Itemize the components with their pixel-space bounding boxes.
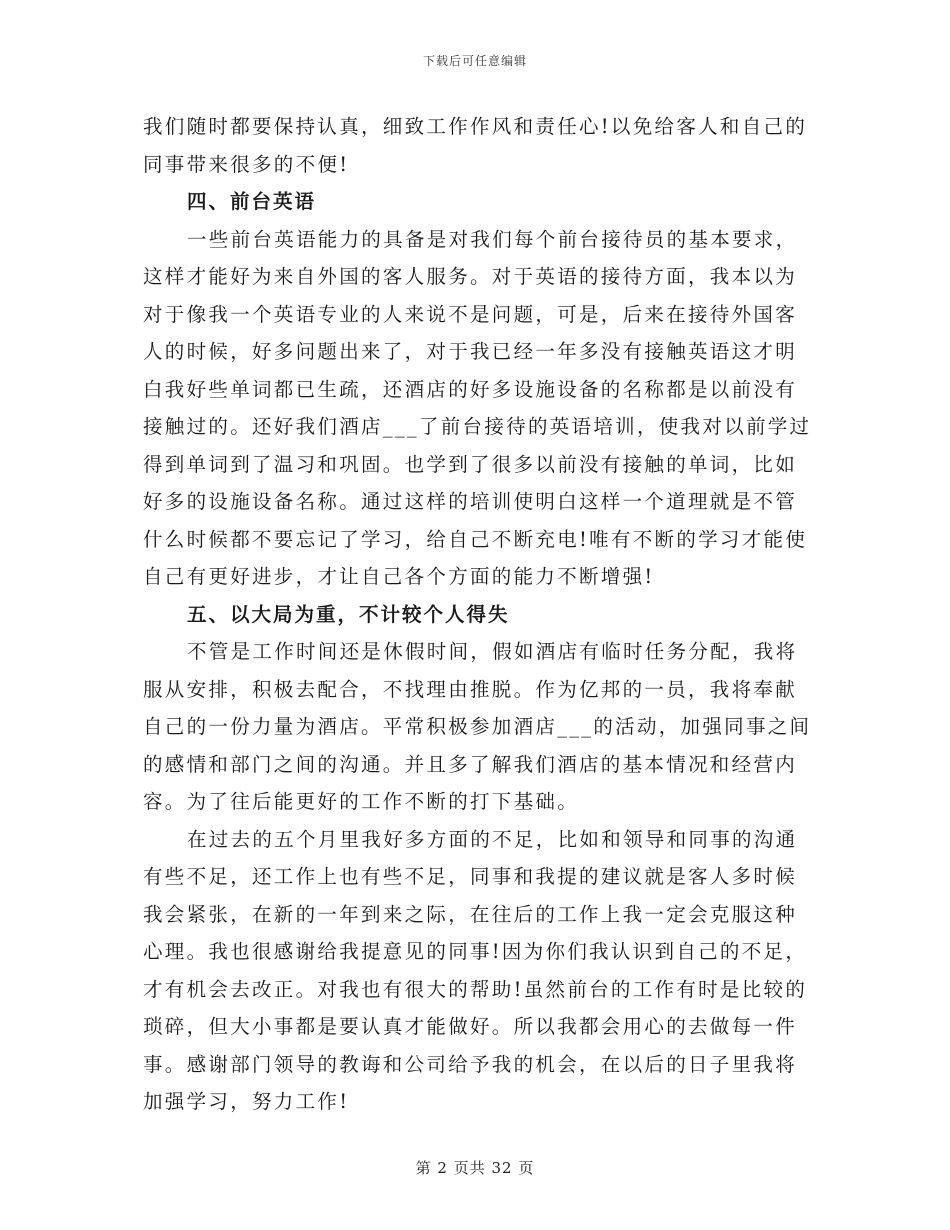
paragraph-line: 加强学习，努力工作! [143,1090,350,1113]
paragraph-line: 自己的一份力量为酒店。平常积极参加酒店___的活动，加强同事之间 [143,715,812,738]
paragraph-line: 同事带来很多的不便! [143,152,350,176]
paragraph-line: 对于像我一个英语专业的人来说不是问题，可是，后来在接待外国客 [143,302,798,326]
paragraph-line: 得到单词到了温习和巩固。也学到了很多以前没有接触的单词，比如 [143,452,798,476]
paragraph-line: 白我好些单词都已生疏，还酒店的好多设施设备的名称都是以前没有 [143,377,798,401]
document-body [143,108,812,1121]
page-header: 下载后可任意编辑 [422,54,527,68]
paragraph-line: 一些前台英语能力的具备是对我们每个前台接待员的基本要求， [187,227,798,251]
paragraph-line: 人的时候，好多问题出来了，对于我已经一年多没有接触英语这才明 [143,340,798,363]
paragraph-line: 才有机会去改正。对我也有很大的帮助!虽然前台的工作有时是比较的 [143,977,808,1001]
paragraph-line: 服从安排，积极去配合，不找理由推脱。作为亿邦的一员，我将奉献 [143,677,798,701]
paragraph-line: 琐碎，但大小事都是要认真才能做好。所以我都会用心的去做每一件 [143,1015,798,1038]
paragraph-line: 不管是工作时间还是休假时间，假如酒店有临时任务分配，我将 [187,640,798,663]
paragraph-line: 什么时候都不要忘记了学习，给自己不断充电!唯有不断的学习才能使 [143,527,808,551]
paragraph-line: 的感情和部门之间的沟通。并且多了解我们酒店的基本情况和经营内 [143,752,798,776]
section-heading-overall: 五、以大局为重，不计较个人得失 [187,602,510,626]
paragraph-line: 我们随时都要保持认真，细致工作作风和责任心!以免给客人和自己的 [143,115,808,138]
paragraph-line: 自己有更好进步，才让自己各个方面的能力不断增强! [143,565,655,588]
paragraph-line: 好多的设施设备名称。通过这样的培训使明白这样一个道理就是不管 [143,490,798,513]
paragraph-line: 在过去的五个月里我好多方面的不足，比如和领导和同事的沟通 [187,827,798,851]
section-heading-english: 四、前台英语 [187,190,317,213]
paragraph-line: 事。感谢部门领导的教诲和公司给予我的机会，在以后的日子里我将 [143,1052,798,1076]
paragraph-line: 接触过的。还好我们酒店___了前台接待的英语培训，使我对以前学过 [143,415,812,438]
page-number-footer: 第 2 页共 32 页 [415,1159,535,1177]
paragraph-line: 我会紧张，在新的一年到来之际，在往后的工作上我一定会克服这种 [143,902,798,926]
paragraph-line: 这样才能好为来自外国的客人服务。对于英语的接待方面，我本以为 [143,265,798,288]
paragraph-line: 心理。我也很感谢给我提意见的同事!因为你们我认识到自己的不足， [143,940,808,963]
paragraph-line: 有些不足，还工作上也有些不足，同事和我提的建议就是客人多时候 [143,865,798,888]
paragraph-line: 容。为了往后能更好的工作不断的打下基础。 [143,790,580,813]
